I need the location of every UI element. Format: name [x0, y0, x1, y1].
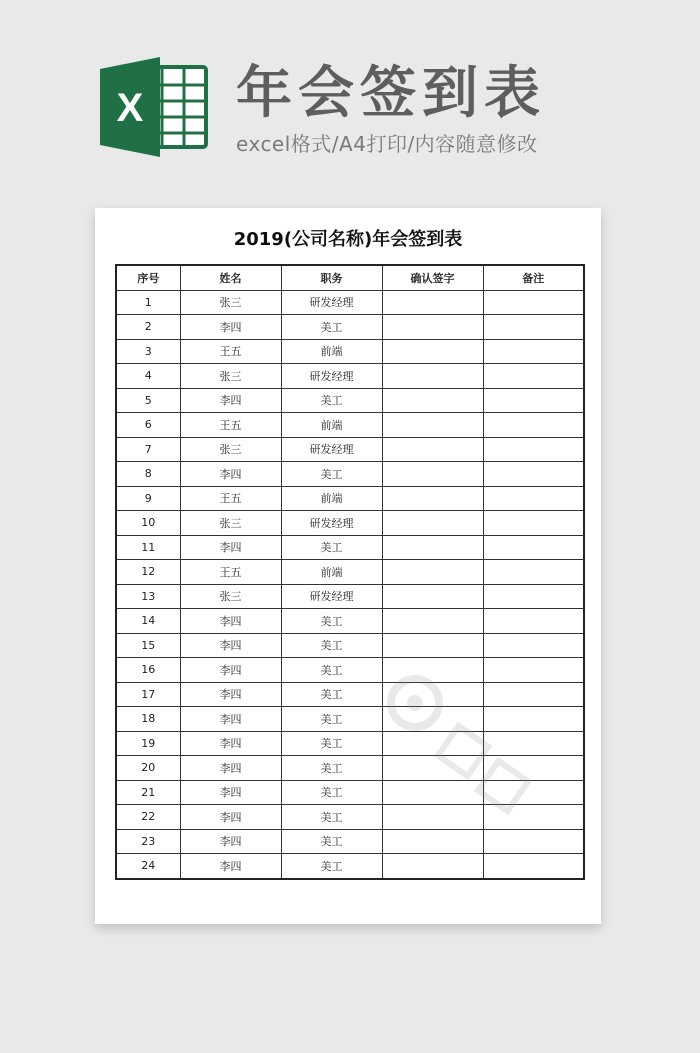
cell-number: 21	[116, 780, 180, 805]
cell-remarks	[483, 486, 584, 511]
table-row	[116, 315, 584, 340]
cell-number: 16	[116, 658, 180, 683]
cell-signature[interactable]	[382, 584, 483, 609]
table-row	[116, 780, 584, 805]
column-header-remarks: 备注	[483, 265, 584, 290]
cell-position: 美工	[281, 854, 382, 879]
cell-number: 7	[116, 437, 180, 462]
cell-remarks	[483, 315, 584, 340]
cell-position: 美工	[281, 535, 382, 560]
cell-number: 3	[116, 339, 180, 364]
cell-signature[interactable]	[382, 388, 483, 413]
banner-title: 年会签到表	[236, 61, 546, 126]
cell-signature[interactable]	[382, 805, 483, 830]
cell-position: 研发经理	[281, 290, 382, 315]
sheet-title: 2019(公司名称)年会签到表	[233, 229, 463, 250]
cell-number: 23	[116, 829, 180, 854]
cell-name: 张三	[180, 511, 281, 536]
cell-name: 李四	[180, 780, 281, 805]
cell-remarks	[483, 731, 584, 756]
cell-name: 李四	[180, 829, 281, 854]
cell-name: 王五	[180, 486, 281, 511]
cell-position: 美工	[281, 731, 382, 756]
cell-position: 美工	[281, 756, 382, 781]
cell-remarks	[483, 388, 584, 413]
cell-signature[interactable]	[382, 756, 483, 781]
column-header-position: 职务	[281, 265, 382, 290]
cell-signature[interactable]	[382, 511, 483, 536]
cell-position: 研发经理	[281, 584, 382, 609]
cell-remarks	[483, 364, 584, 389]
cell-name: 李四	[180, 535, 281, 560]
cell-remarks	[483, 658, 584, 683]
cell-remarks	[483, 780, 584, 805]
cell-number: 15	[116, 633, 180, 658]
cell-number: 18	[116, 707, 180, 732]
banner-subtitle: excel格式/A4打印/内容随意修改	[236, 132, 538, 156]
cell-signature[interactable]	[382, 829, 483, 854]
table-row	[116, 535, 584, 560]
cell-remarks	[483, 707, 584, 732]
cell-number: 17	[116, 682, 180, 707]
cell-remarks	[483, 756, 584, 781]
table-row	[116, 364, 584, 389]
cell-position: 前端	[281, 339, 382, 364]
cell-name: 张三	[180, 584, 281, 609]
cell-number: 19	[116, 731, 180, 756]
table-row	[116, 756, 584, 781]
cell-name: 李四	[180, 315, 281, 340]
excel-logo-icon	[100, 57, 208, 157]
cell-signature[interactable]	[382, 658, 483, 683]
table-row	[116, 658, 584, 683]
cell-name: 张三	[180, 290, 281, 315]
cell-number: 24	[116, 854, 180, 879]
cell-position: 研发经理	[281, 437, 382, 462]
cell-signature[interactable]	[382, 535, 483, 560]
cell-number: 9	[116, 486, 180, 511]
cell-number: 2	[116, 315, 180, 340]
cell-number: 4	[116, 364, 180, 389]
sign-in-sheet	[95, 208, 601, 924]
table-row	[116, 805, 584, 830]
cell-number: 6	[116, 413, 180, 438]
cell-remarks	[483, 290, 584, 315]
cell-signature[interactable]	[382, 364, 483, 389]
cell-number: 20	[116, 756, 180, 781]
table-row	[116, 633, 584, 658]
cell-number: 8	[116, 462, 180, 487]
cell-number: 5	[116, 388, 180, 413]
cell-signature[interactable]	[382, 290, 483, 315]
cell-name: 王五	[180, 339, 281, 364]
cell-signature[interactable]	[382, 854, 483, 879]
cell-signature[interactable]	[382, 413, 483, 438]
cell-position: 美工	[281, 780, 382, 805]
cell-name: 李四	[180, 707, 281, 732]
cell-signature[interactable]	[382, 339, 483, 364]
cell-position: 研发经理	[281, 511, 382, 536]
cell-signature[interactable]	[382, 633, 483, 658]
cell-position: 美工	[281, 805, 382, 830]
excel-logo-letter: X	[116, 86, 144, 130]
cell-name: 李四	[180, 462, 281, 487]
cell-position: 美工	[281, 707, 382, 732]
cell-position: 美工	[281, 462, 382, 487]
table-row	[116, 731, 584, 756]
cell-signature[interactable]	[382, 780, 483, 805]
cell-position: 美工	[281, 633, 382, 658]
cell-position: 美工	[281, 315, 382, 340]
cell-position: 美工	[281, 609, 382, 634]
cell-remarks	[483, 854, 584, 879]
cell-name: 李四	[180, 682, 281, 707]
sign-in-table	[115, 264, 585, 880]
cell-remarks	[483, 633, 584, 658]
cell-position: 研发经理	[281, 364, 382, 389]
banner	[0, 0, 700, 200]
cell-number: 1	[116, 290, 180, 315]
cell-name: 李四	[180, 756, 281, 781]
cell-number: 11	[116, 535, 180, 560]
cell-remarks	[483, 413, 584, 438]
table-row	[116, 413, 584, 438]
table-row	[116, 609, 584, 634]
cell-remarks	[483, 339, 584, 364]
cell-name: 李四	[180, 658, 281, 683]
cell-position: 美工	[281, 682, 382, 707]
cell-name: 张三	[180, 364, 281, 389]
table-row	[116, 584, 584, 609]
cell-position: 美工	[281, 829, 382, 854]
cell-remarks	[483, 584, 584, 609]
cell-remarks	[483, 437, 584, 462]
cell-remarks	[483, 560, 584, 585]
cell-name: 李四	[180, 805, 281, 830]
table-row	[116, 339, 584, 364]
table-row	[116, 511, 584, 536]
cell-remarks	[483, 805, 584, 830]
cell-number: 13	[116, 584, 180, 609]
column-header-signature: 确认签字	[382, 265, 483, 290]
cell-signature[interactable]	[382, 560, 483, 585]
table-row	[116, 829, 584, 854]
column-header-number: 序号	[116, 265, 180, 290]
cell-name: 李四	[180, 388, 281, 413]
table-row	[116, 682, 584, 707]
table-row	[116, 290, 584, 315]
cell-remarks	[483, 609, 584, 634]
cell-number: 12	[116, 560, 180, 585]
cell-position: 美工	[281, 658, 382, 683]
table-row	[116, 854, 584, 879]
cell-position: 美工	[281, 388, 382, 413]
cell-signature[interactable]	[382, 707, 483, 732]
cell-signature[interactable]	[382, 315, 483, 340]
cell-name: 张三	[180, 437, 281, 462]
cell-name: 李四	[180, 609, 281, 634]
cell-remarks	[483, 682, 584, 707]
cell-position: 前端	[281, 560, 382, 585]
cell-signature[interactable]	[382, 486, 483, 511]
cell-signature[interactable]	[382, 731, 483, 756]
cell-name: 李四	[180, 633, 281, 658]
cell-remarks	[483, 511, 584, 536]
table-row	[116, 388, 584, 413]
cell-signature[interactable]	[382, 682, 483, 707]
table-row	[116, 707, 584, 732]
column-header-name: 姓名	[180, 265, 281, 290]
cell-position: 前端	[281, 413, 382, 438]
cell-signature[interactable]	[382, 462, 483, 487]
cell-name: 王五	[180, 560, 281, 585]
cell-signature[interactable]	[382, 437, 483, 462]
cell-name: 王五	[180, 413, 281, 438]
cell-remarks	[483, 535, 584, 560]
cell-number: 10	[116, 511, 180, 536]
cell-number: 22	[116, 805, 180, 830]
cell-position: 前端	[281, 486, 382, 511]
cell-name: 李四	[180, 854, 281, 879]
cell-number: 14	[116, 609, 180, 634]
cell-signature[interactable]	[382, 609, 483, 634]
table-row	[116, 437, 584, 462]
table-header-row	[116, 265, 584, 290]
cell-remarks	[483, 462, 584, 487]
table-row	[116, 486, 584, 511]
table-row	[116, 560, 584, 585]
cell-remarks	[483, 829, 584, 854]
table-row	[116, 462, 584, 487]
cell-name: 李四	[180, 731, 281, 756]
